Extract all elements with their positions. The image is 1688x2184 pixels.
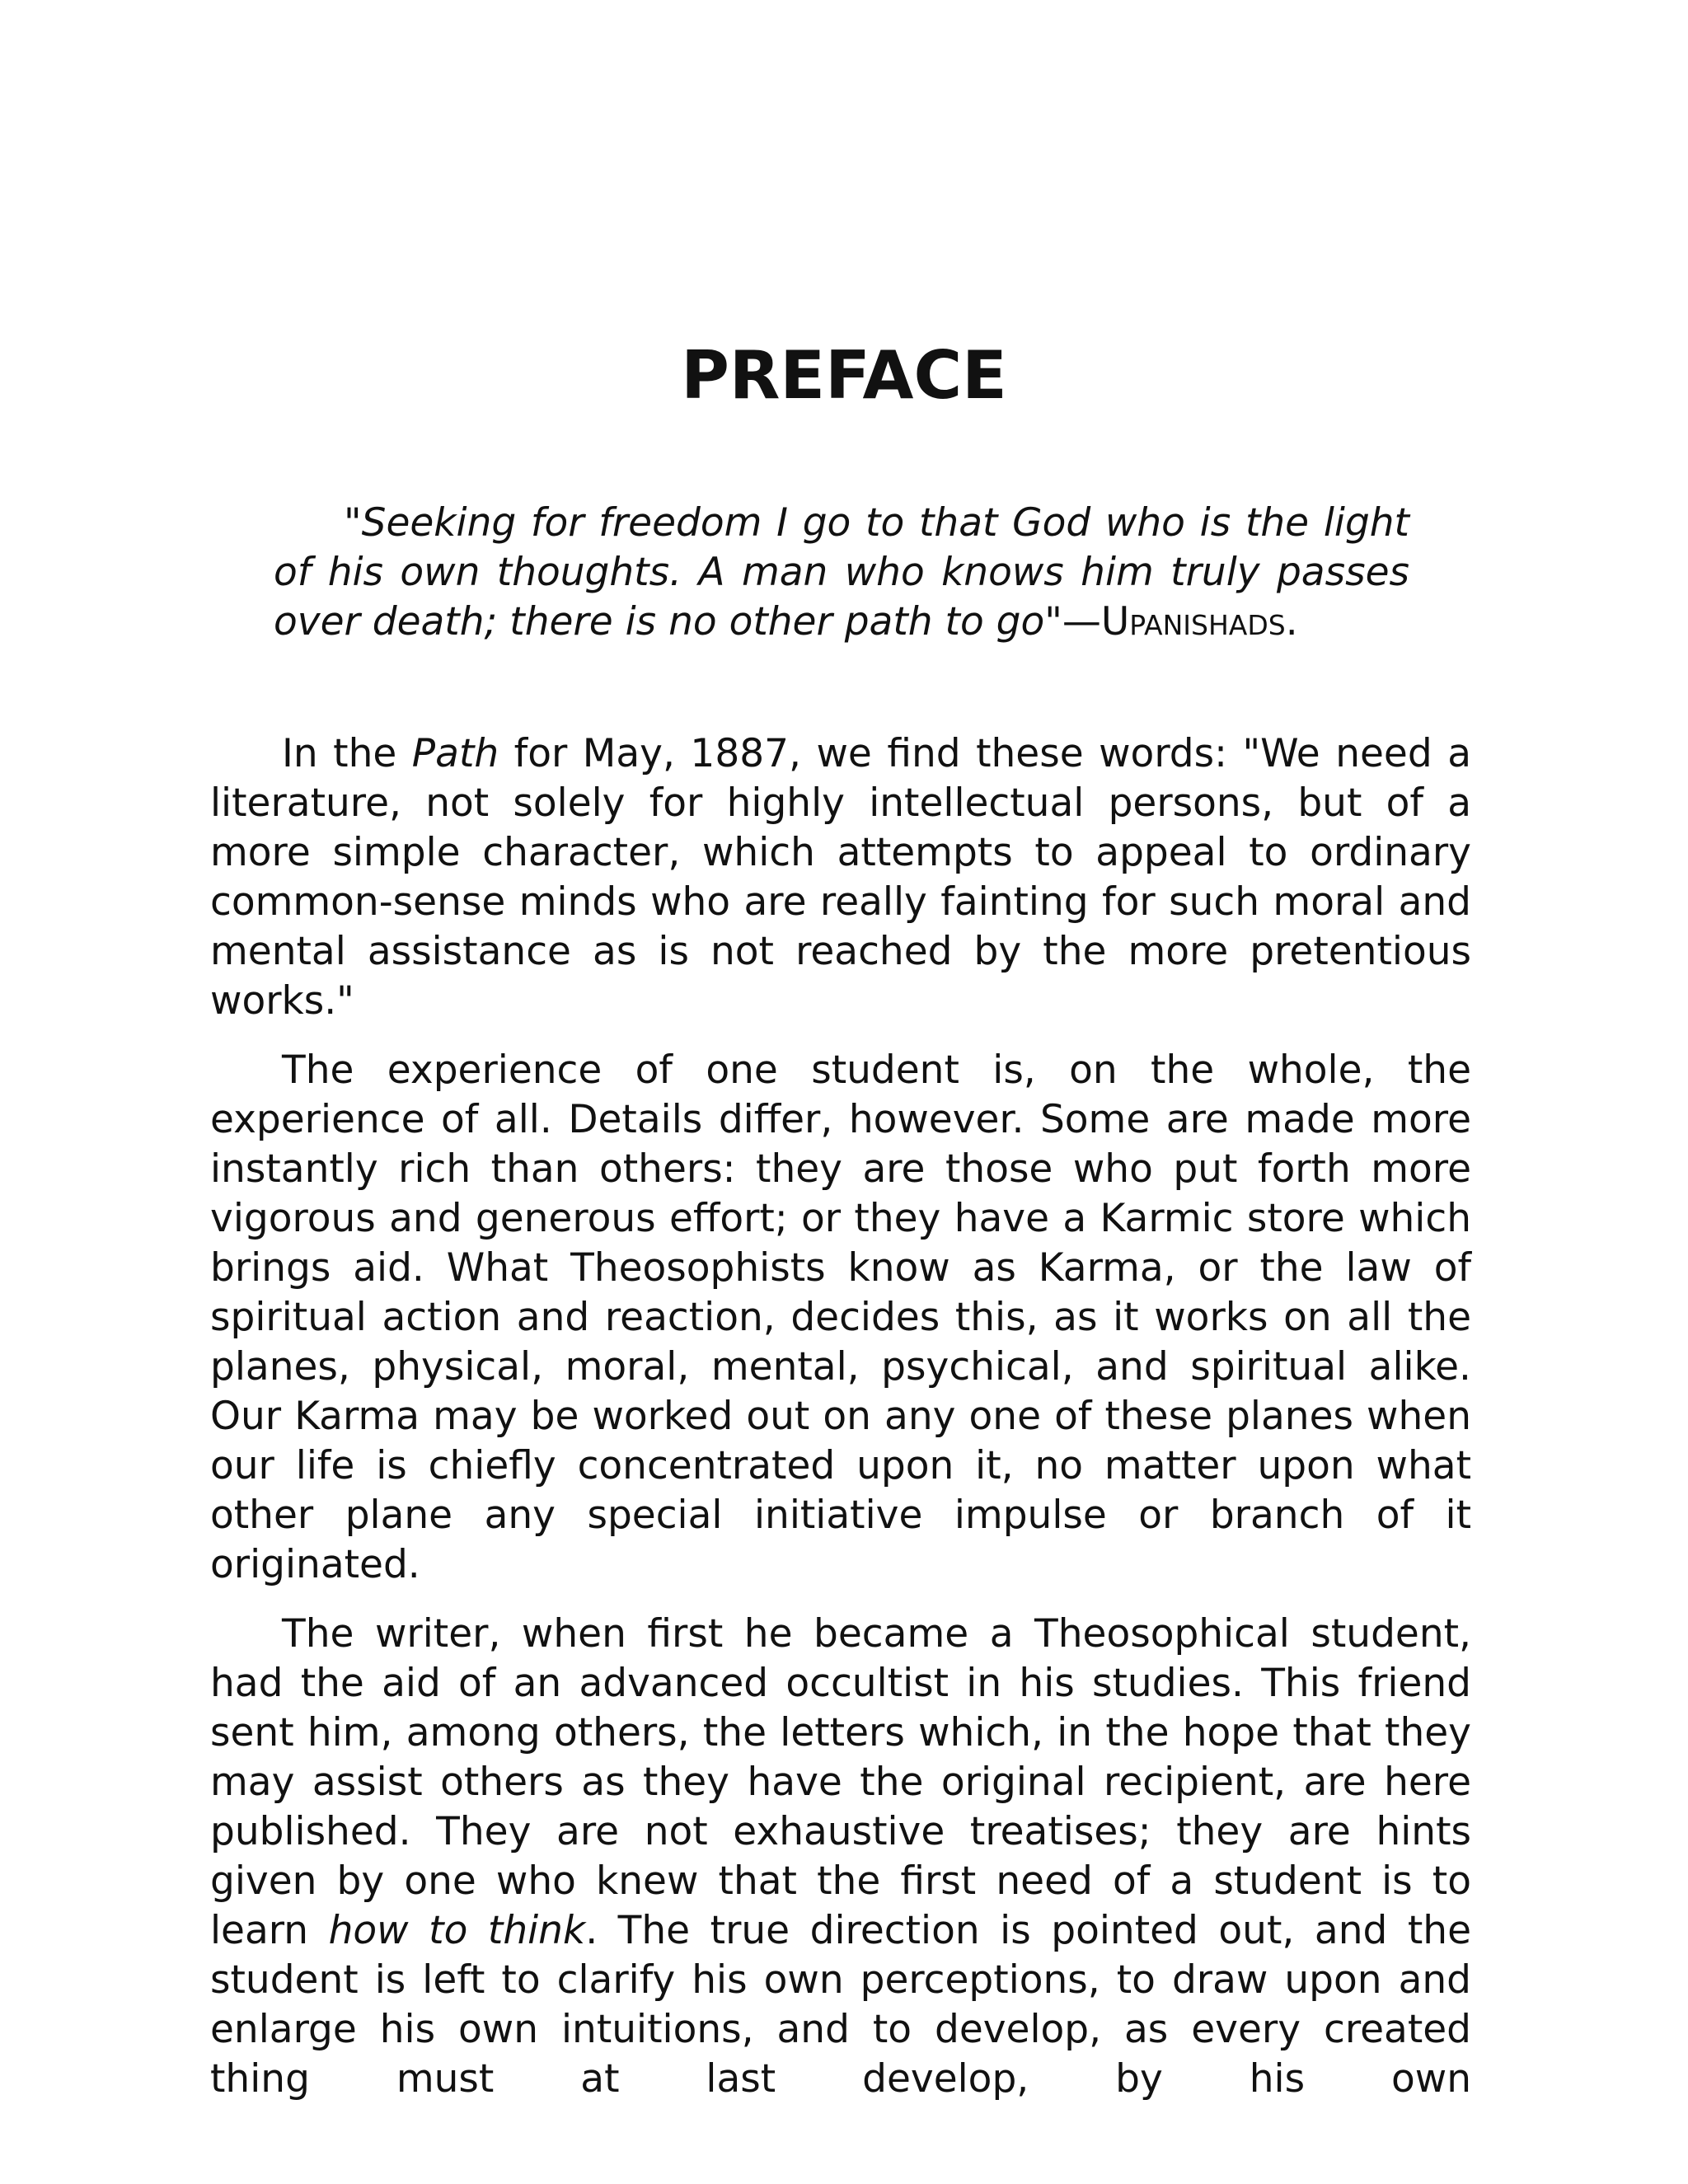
paragraph-3 [210, 1610, 1471, 2104]
paragraph-1-text-c: for May, 1887, we find these words: "We need a literature, not solely for highly intellectual persons, but of a more simple character, which attempts to appeal to ordinary common-sense minds who are really fainting for such moral and mental assistance as is not reached by the more pretentious works." [210, 731, 1471, 1024]
epigraph-close: "— [1044, 599, 1101, 644]
paragraph-3-text-c: . The true direction is pointed out, and the student is left to clarify his own perceptions, to draw upon and enlarge his own intuitions, and to develop, as every created thing must at last develop, by his own [210, 1908, 1471, 2102]
body-text [210, 729, 1471, 2124]
epigraph-source: Upanishads [1100, 599, 1286, 644]
paragraph-2: The experience of one student is, on the whole, the experience of all. Details differ, however. Some are made more instantly rich than others: they are those who put forth more vigorous and generous effort; or they have a Karmic store which brings aid. What Theosophists know as Karma, or the law of spiritual action and reaction, decides this, as it works on all the planes, physical, moral, mental, psychical, and spiritual alike. Our Karma may be worked out on any one of these planes when our life is chiefly concentrated upon it, no matter upon what other plane any special initiative impulse or branch of it originated. [210, 1047, 1471, 1587]
paragraph-3-emphasis: how to think [328, 1908, 586, 1953]
page-title: PREFACE [681, 337, 1007, 414]
paragraph-1-path-title: Path [411, 731, 499, 776]
paragraph-3-text-a: The writer, when first he became a Theosophical student, had the aid of an advanced occultist in his studies. This friend sent him, among others, the letters which, in the hope that they may assist others as they have the original recipient, are here published. They are not exhaustive treatises; they are hints given by one who knew that the first need of a student is to learn [210, 1611, 1471, 1953]
epigraph-end: . [1285, 599, 1298, 644]
epigraph [274, 499, 1409, 647]
epigraph-quote: Seeking for freedom I go to that God who is the light of his own thoughts. A man who knows him truly passes over death; there is no other path to go [274, 500, 1409, 644]
epigraph-open-quote: " [344, 500, 362, 546]
paragraph-1-text-a: In the [282, 731, 412, 776]
paragraph-1 [210, 729, 1471, 1026]
